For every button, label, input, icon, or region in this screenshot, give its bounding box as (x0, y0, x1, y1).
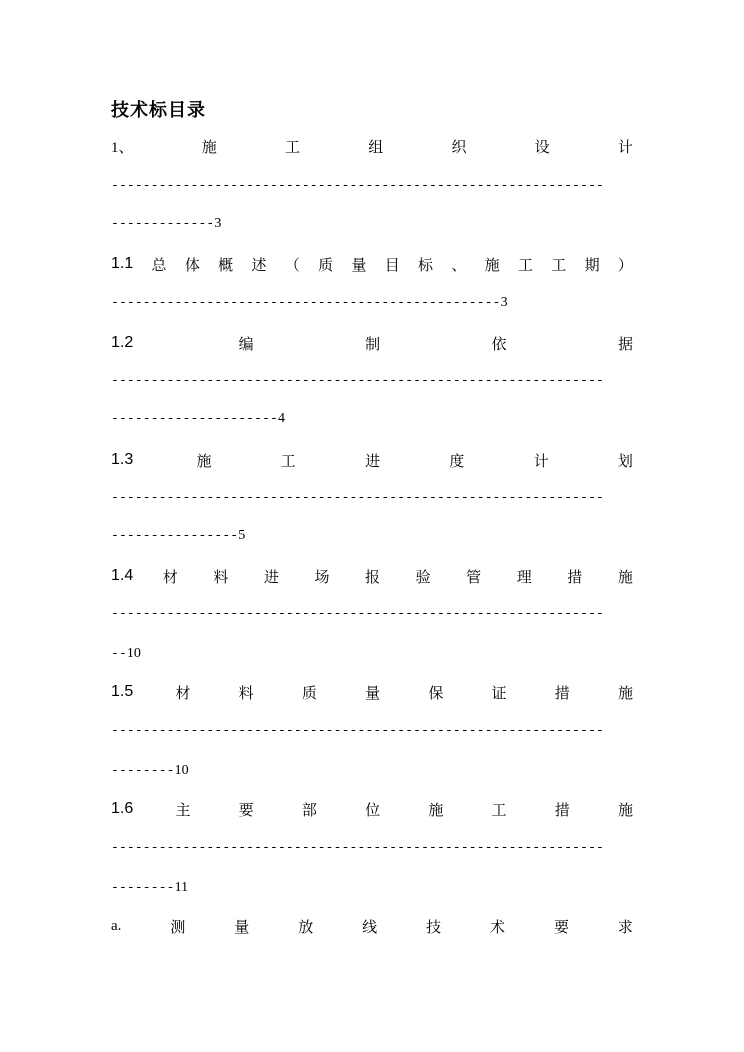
entry-char: 施 (617, 683, 633, 702)
entry-char: 进 (263, 567, 279, 586)
entry-char: 措 (554, 683, 570, 702)
entry-char: 织 (451, 137, 467, 156)
entry-char: 据 (617, 334, 633, 353)
entry-char: 施 (617, 567, 633, 586)
entry-char: 总 (151, 255, 167, 274)
leader-tail: --------11 (111, 880, 189, 895)
leader-tail: ---------------------4 (111, 411, 285, 426)
page-number: 11 (174, 880, 189, 895)
entry-char: 管 (466, 567, 482, 586)
entry-char: 场 (314, 567, 330, 586)
entry-char: 料 (238, 683, 254, 702)
toc-entry-heading (111, 134, 633, 158)
entry-char: 措 (567, 567, 583, 586)
entry-char: 期 (584, 255, 600, 274)
toc-entry-basis (111, 331, 633, 355)
page-title: 技术标目录 (111, 100, 206, 121)
entry-char: 施 (196, 451, 212, 470)
entry-char: 、 (451, 255, 467, 274)
entry-char: 量 (234, 917, 250, 936)
toc-entry-material-inspection (111, 564, 633, 588)
entry-char: 依 (491, 334, 507, 353)
entry-char: 求 (617, 917, 633, 936)
leader-line: -------------------------------------------------------------- (111, 178, 604, 193)
entry-char: 工 (517, 255, 533, 274)
entry-char: 体 (184, 255, 200, 274)
entry-char: 要 (238, 800, 254, 819)
entry-char: 进 (365, 451, 381, 470)
entry-char: 述 (251, 255, 267, 274)
page-number: 4 (277, 411, 285, 426)
page-number: 10 (174, 763, 189, 778)
entry-char: 施 (428, 800, 444, 819)
entry-char: 理 (516, 567, 532, 586)
entry-number: 1.3 (111, 451, 134, 468)
entry-char: 组 (368, 137, 384, 156)
entry-char: 测 (170, 917, 186, 936)
entry-char: 量 (351, 255, 367, 274)
entry-char: 概 (218, 255, 234, 274)
entry-char: 质 (301, 683, 317, 702)
toc-entry-survey (111, 914, 633, 938)
entry-char: 设 (534, 137, 550, 156)
entry-char: 术 (490, 917, 506, 936)
leader-line: -------------------------------------------------------------- (111, 723, 604, 738)
toc-entry-main-construction (111, 797, 633, 821)
entry-char: 放 (298, 917, 314, 936)
entry-number: 1.4 (111, 567, 134, 584)
entry-char: 验 (415, 567, 431, 586)
entry-char: 计 (533, 451, 549, 470)
entry-char: 施 (201, 137, 217, 156)
leader-tail: --------10 (111, 763, 189, 778)
page-number: 3 (214, 216, 222, 231)
page-number: 10 (126, 646, 141, 661)
toc-entry-schedule (111, 448, 633, 472)
leader-line: -------------------------------------------------------------- (111, 373, 604, 388)
entry-char: 措 (554, 800, 570, 819)
entry-char: 材 (175, 683, 191, 702)
entry-char: 量 (365, 683, 381, 702)
entry-char: 计 (617, 137, 633, 156)
entry-char: 编 (238, 334, 254, 353)
entry-char: ） (617, 255, 633, 274)
entry-char: 保 (428, 683, 444, 702)
entry-char: 位 (365, 800, 381, 819)
entry-char: 部 (301, 800, 317, 819)
entry-char: 制 (365, 334, 381, 353)
entry-char: 工 (491, 800, 507, 819)
entry-char: 质 (318, 255, 334, 274)
leader-line: -------------------------------------------------------------- (111, 840, 604, 855)
leader-line: -------------------------------------------------------------- (111, 606, 604, 621)
entry-char: 工 (284, 137, 300, 156)
entry-char: 料 (213, 567, 229, 586)
entry-number: 1.5 (111, 683, 134, 700)
entry-char: 施 (484, 255, 500, 274)
entry-char: 施 (617, 800, 633, 819)
entry-number: 1.2 (111, 334, 134, 351)
entry-char: 度 (449, 451, 465, 470)
entry-number: 1、 (111, 139, 134, 156)
entry-number: 1.6 (111, 800, 134, 817)
entry-char: 标 (418, 255, 434, 274)
entry-char: 主 (175, 800, 191, 819)
entry-char: 工 (551, 255, 567, 274)
leader-tail: -------------------------------------------------3 (111, 295, 508, 310)
entry-char: 报 (365, 567, 381, 586)
entry-char: 线 (362, 917, 378, 936)
entry-char: 材 (162, 567, 178, 586)
leader-line: -------------------------------------------------------------- (111, 490, 604, 505)
entry-number: a. (111, 917, 122, 934)
entry-number: 1.1 (111, 255, 134, 272)
entry-char: 要 (553, 917, 569, 936)
toc-entry-material-quality (111, 680, 633, 704)
entry-char: 技 (426, 917, 442, 936)
page-number: 3 (500, 295, 508, 310)
leader-tail: ----------------5 (111, 528, 246, 543)
page-number: 5 (238, 528, 246, 543)
leader-tail: -------------3 (111, 216, 222, 231)
entry-char: 划 (617, 451, 633, 470)
leader-tail: --10 (111, 646, 141, 661)
toc-entry-overview (111, 252, 633, 276)
entry-char: （ (284, 255, 300, 274)
entry-char: 证 (491, 683, 507, 702)
entry-char: 工 (280, 451, 296, 470)
entry-char: 目 (384, 255, 400, 274)
